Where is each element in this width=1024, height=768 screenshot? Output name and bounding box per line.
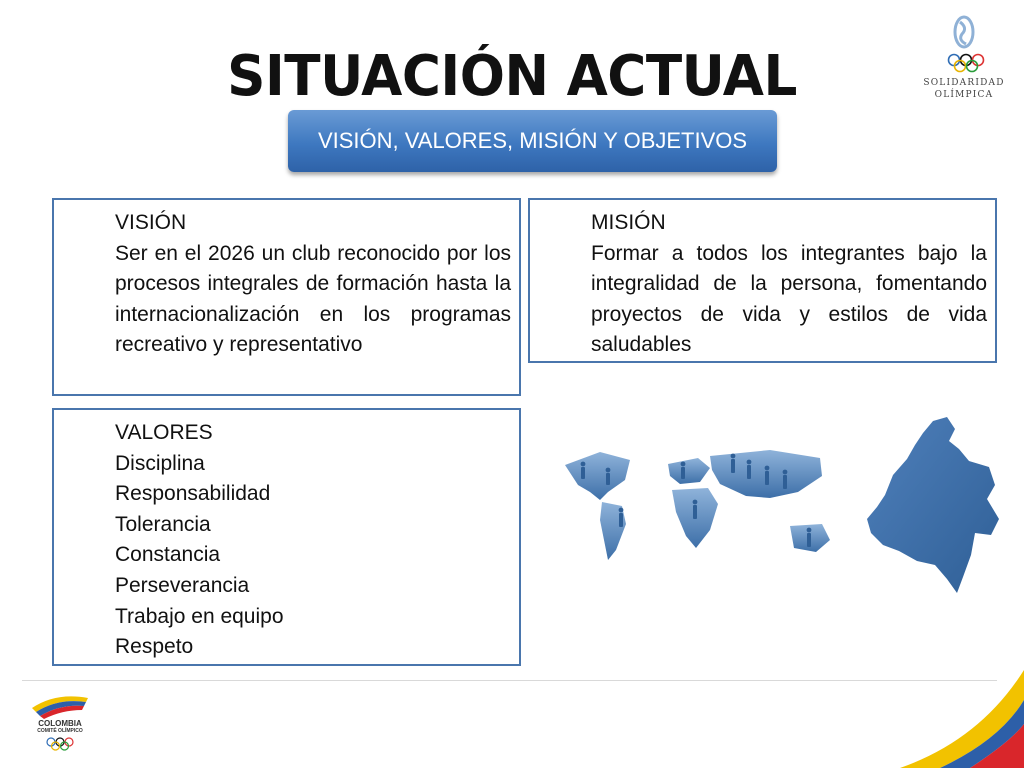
- colombia-map-image: [863, 415, 1003, 595]
- valores-item: Constancia: [115, 543, 221, 567]
- mision-box: [528, 198, 997, 363]
- olympic-logo-line1: SOLIDARIDAD: [923, 78, 1005, 88]
- olympic-solidarity-logo: [916, 12, 1012, 104]
- valores-content: [115, 418, 511, 663]
- colombia-logo-line1: COLOMBIA: [38, 719, 82, 728]
- world-map-people-image: [560, 440, 845, 570]
- vision-content: [115, 208, 511, 361]
- valores-item: Trabajo en equipo: [115, 604, 284, 628]
- vision-text: Ser en el 2026 un club reconocido por los procesos integrales de formación hasta la internacionalización en los programas recreativo y representativo: [115, 241, 511, 357]
- section-subtitle: VISIÓN, VALORES, MISIÓN Y OBJETIVOS: [288, 110, 777, 172]
- mision-heading: MISIÓN: [591, 211, 666, 234]
- vision-box: [52, 198, 521, 396]
- valores-item: Disciplina: [115, 451, 205, 475]
- colombia-logo-line2: COMITÉ OLÍMPICO: [37, 728, 83, 734]
- olympic-logo-line2: OLÍMPICA: [934, 90, 994, 100]
- page-title: SITUACIÓN ACTUAL: [227, 44, 797, 109]
- mision-content: [591, 208, 987, 361]
- valores-heading: VALORES: [115, 421, 213, 444]
- flag-swoosh-decoration: [860, 630, 1024, 768]
- flag-wave-icon: [28, 690, 92, 720]
- footer-divider: [22, 680, 997, 681]
- mision-text: Formar a todos los integrantes bajo la integralidad de la persona, fomentando proyectos de vida y estilos de vida saludables: [591, 241, 987, 357]
- valores-box: [52, 408, 521, 666]
- olympic-rings-icon: [44, 736, 76, 752]
- colombia-olympic-committee-logo: [28, 690, 98, 760]
- valores-item: Responsabilidad: [115, 482, 271, 506]
- valores-item: Respeto: [115, 635, 194, 659]
- valores-item: Perseverancia: [115, 573, 250, 597]
- valores-item: Tolerancia: [115, 512, 211, 536]
- vision-heading: VISIÓN: [115, 211, 187, 234]
- olympic-rings-icon: [916, 12, 1012, 74]
